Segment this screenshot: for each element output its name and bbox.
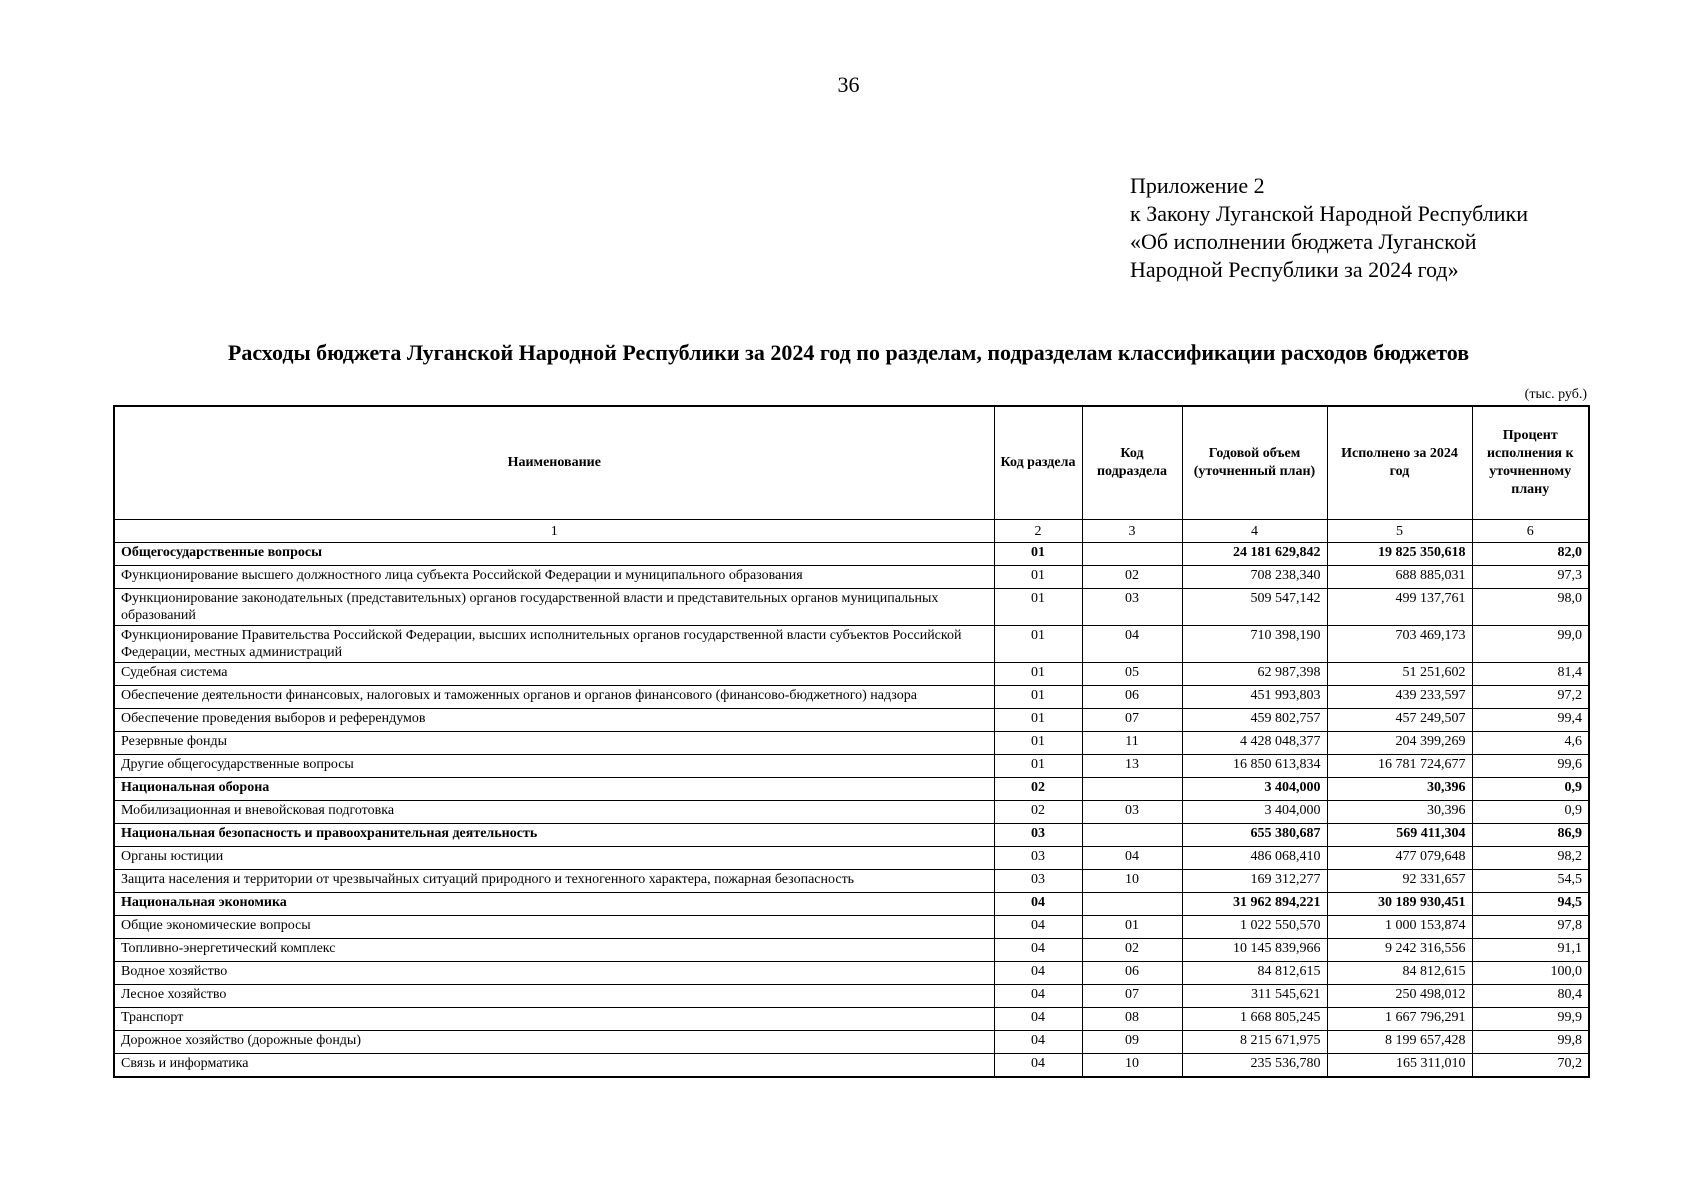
row-name: Функционирование высшего должностного лица субъекта Российской Федерации и муниципального образования [114,566,994,589]
column-number-row [114,520,1589,543]
column-number: 4 [1182,520,1327,543]
row-percent-value: 82,0 [1472,543,1589,566]
row-plan-value: 235 536,780 [1182,1054,1327,1078]
table-row [114,1031,1589,1054]
row-percent-value: 70,2 [1472,1054,1589,1078]
row-subsection-code: 11 [1082,732,1182,755]
row-plan-value: 169 312,277 [1182,870,1327,893]
row-section-code: 01 [994,566,1082,589]
row-plan-value: 62 987,398 [1182,663,1327,686]
header-percent: Процент исполнения к уточненному плану [1472,406,1589,520]
row-subsection-code: 09 [1082,1031,1182,1054]
row-executed-value: 16 781 724,677 [1327,755,1472,778]
row-plan-value: 16 850 613,834 [1182,755,1327,778]
row-section-code: 04 [994,1054,1082,1078]
row-plan-value: 655 380,687 [1182,824,1327,847]
row-percent-value: 86,9 [1472,824,1589,847]
appendix-line: «Об исполнении бюджета Луганской [1130,229,1477,254]
table-row [114,755,1589,778]
row-subsection-code [1082,778,1182,801]
row-section-code: 03 [994,847,1082,870]
document-title: Расходы бюджета Луганской Народной Республики за 2024 год по разделам, подразделам классификации расходов бюджетов [227,340,1470,365]
row-percent-value: 99,8 [1472,1031,1589,1054]
row-subsection-code: 10 [1082,870,1182,893]
row-plan-value: 31 962 894,221 [1182,893,1327,916]
row-percent-value: 100,0 [1472,962,1589,985]
budget-table-body [114,543,1589,1078]
appendix-line: Приложение 2 [1130,173,1265,198]
row-executed-value: 1 667 796,291 [1327,1008,1472,1031]
row-section-code: 04 [994,1008,1082,1031]
header-executed: Исполнено за 2024 год [1327,406,1472,520]
table-row [114,626,1589,663]
row-section-code: 04 [994,939,1082,962]
row-percent-value: 91,1 [1472,939,1589,962]
row-executed-value: 8 199 657,428 [1327,1031,1472,1054]
header-subsection-code: Код подраздела [1082,406,1182,520]
row-percent-value: 99,4 [1472,709,1589,732]
row-executed-value: 477 079,648 [1327,847,1472,870]
row-executed-value: 165 311,010 [1327,1054,1472,1078]
row-name: Судебная система [114,663,994,686]
column-number: 5 [1327,520,1472,543]
row-section-code: 03 [994,824,1082,847]
row-name: Водное хозяйство [114,962,994,985]
row-name: Общие экономические вопросы [114,916,994,939]
table-row [114,709,1589,732]
row-name: Функционирование Правительства Российской Федерации, высших исполнительных органов государственной власти субъектов Российской Федерации, местных администраций [114,626,994,663]
row-section-code: 04 [994,985,1082,1008]
row-plan-value: 1 022 550,570 [1182,916,1327,939]
row-plan-value: 710 398,190 [1182,626,1327,663]
row-section-code: 01 [994,589,1082,626]
column-number: 6 [1472,520,1589,543]
row-section-code: 01 [994,686,1082,709]
row-executed-value: 30,396 [1327,801,1472,824]
row-percent-value: 97,8 [1472,916,1589,939]
row-executed-value: 30,396 [1327,778,1472,801]
appendix-line: Народной Республики за 2024 год» [1130,257,1459,282]
table-row [114,962,1589,985]
row-name: Общегосударственные вопросы [114,543,994,566]
row-section-code: 04 [994,1031,1082,1054]
row-plan-value: 1 668 805,245 [1182,1008,1327,1031]
row-subsection-code: 04 [1082,847,1182,870]
row-plan-value: 311 545,621 [1182,985,1327,1008]
row-name: Защита населения и территории от чрезвычайных ситуаций природного и техногенного характера, пожарная безопасность [114,870,994,893]
row-plan-value: 24 181 629,842 [1182,543,1327,566]
table-row [114,1054,1589,1078]
table-row [114,566,1589,589]
row-plan-value: 4 428 048,377 [1182,732,1327,755]
page-number: 36 [837,72,860,97]
row-section-code: 02 [994,801,1082,824]
table-row [114,801,1589,824]
row-percent-value: 0,9 [1472,778,1589,801]
row-section-code: 03 [994,870,1082,893]
header-plan: Годовой объем (уточненный план) [1182,406,1327,520]
row-subsection-code: 04 [1082,626,1182,663]
row-subsection-code: 07 [1082,985,1182,1008]
row-executed-value: 688 885,031 [1327,566,1472,589]
row-percent-value: 81,4 [1472,663,1589,686]
row-percent-value: 99,9 [1472,1008,1589,1031]
row-executed-value: 30 189 930,451 [1327,893,1472,916]
budget-table [113,405,1590,1078]
row-subsection-code [1082,824,1182,847]
row-executed-value: 439 233,597 [1327,686,1472,709]
row-section-code: 01 [994,543,1082,566]
row-name: Топливно-энергетический комплекс [114,939,994,962]
row-executed-value: 703 469,173 [1327,626,1472,663]
row-subsection-code [1082,893,1182,916]
row-executed-value: 51 251,602 [1327,663,1472,686]
row-plan-value: 3 404,000 [1182,801,1327,824]
header-section-code: Код раздела [994,406,1082,520]
row-section-code: 01 [994,626,1082,663]
row-percent-value: 0,9 [1472,801,1589,824]
appendix-line: к Закону Луганской Народной Республики [1130,201,1528,226]
table-row [114,589,1589,626]
row-subsection-code: 02 [1082,566,1182,589]
table-row [114,686,1589,709]
table-header-row [114,406,1589,520]
table-row [114,939,1589,962]
row-plan-value: 459 802,757 [1182,709,1327,732]
table-row [114,985,1589,1008]
table-row [114,543,1589,566]
row-percent-value: 97,2 [1472,686,1589,709]
row-executed-value: 1 000 153,874 [1327,916,1472,939]
row-plan-value: 3 404,000 [1182,778,1327,801]
row-name: Транспорт [114,1008,994,1031]
table-row [114,663,1589,686]
column-number: 2 [994,520,1082,543]
units-label: (тыс. руб.) [1524,387,1587,402]
row-name: Резервные фонды [114,732,994,755]
row-subsection-code: 07 [1082,709,1182,732]
table-row [114,1008,1589,1031]
row-percent-value: 99,0 [1472,626,1589,663]
row-percent-value: 54,5 [1472,870,1589,893]
row-subsection-code: 05 [1082,663,1182,686]
row-name: Национальная оборона [114,778,994,801]
row-plan-value: 451 993,803 [1182,686,1327,709]
row-name: Обеспечение проведения выборов и референдумов [114,709,994,732]
row-percent-value: 4,6 [1472,732,1589,755]
table-row [114,916,1589,939]
row-executed-value: 9 242 316,556 [1327,939,1472,962]
row-section-code: 04 [994,916,1082,939]
row-name: Национальная экономика [114,893,994,916]
row-name: Органы юстиции [114,847,994,870]
row-executed-value: 92 331,657 [1327,870,1472,893]
row-subsection-code: 08 [1082,1008,1182,1031]
row-subsection-code [1082,543,1182,566]
row-section-code: 02 [994,778,1082,801]
table-row [114,893,1589,916]
row-subsection-code: 06 [1082,686,1182,709]
row-name: Функционирование законодательных (представительных) органов государственной власти и представительных органов муниципальных образований [114,589,994,626]
row-name: Национальная безопасность и правоохранительная деятельность [114,824,994,847]
row-percent-value: 97,3 [1472,566,1589,589]
row-name: Мобилизационная и вневойсковая подготовка [114,801,994,824]
column-number: 3 [1082,520,1182,543]
row-plan-value: 509 547,142 [1182,589,1327,626]
row-subsection-code: 03 [1082,801,1182,824]
row-percent-value: 80,4 [1472,985,1589,1008]
row-percent-value: 98,2 [1472,847,1589,870]
row-executed-value: 204 399,269 [1327,732,1472,755]
row-plan-value: 708 238,340 [1182,566,1327,589]
row-subsection-code: 06 [1082,962,1182,985]
row-plan-value: 10 145 839,966 [1182,939,1327,962]
row-section-code: 01 [994,732,1082,755]
header-name: Наименование [114,406,994,520]
table-row [114,732,1589,755]
row-subsection-code: 02 [1082,939,1182,962]
row-plan-value: 486 068,410 [1182,847,1327,870]
row-executed-value: 457 249,507 [1327,709,1472,732]
row-executed-value: 499 137,761 [1327,589,1472,626]
row-subsection-code: 13 [1082,755,1182,778]
row-executed-value: 84 812,615 [1327,962,1472,985]
row-subsection-code: 01 [1082,916,1182,939]
column-number: 1 [114,520,994,543]
table-row [114,824,1589,847]
row-executed-value: 569 411,304 [1327,824,1472,847]
row-percent-value: 98,0 [1472,589,1589,626]
row-name: Связь и информатика [114,1054,994,1078]
row-section-code: 01 [994,663,1082,686]
row-section-code: 04 [994,893,1082,916]
row-name: Другие общегосударственные вопросы [114,755,994,778]
row-subsection-code: 10 [1082,1054,1182,1078]
row-subsection-code: 03 [1082,589,1182,626]
row-percent-value: 94,5 [1472,893,1589,916]
table-row [114,778,1589,801]
row-percent-value: 99,6 [1472,755,1589,778]
row-section-code: 01 [994,755,1082,778]
row-executed-value: 250 498,012 [1327,985,1472,1008]
row-name: Обеспечение деятельности финансовых, налоговых и таможенных органов и органов финансового (финансово-бюджетного) надзора [114,686,994,709]
row-section-code: 01 [994,709,1082,732]
row-name: Лесное хозяйство [114,985,994,1008]
table-row [114,847,1589,870]
appendix-note [1130,172,1528,284]
table-row [114,870,1589,893]
row-plan-value: 84 812,615 [1182,962,1327,985]
row-plan-value: 8 215 671,975 [1182,1031,1327,1054]
row-executed-value: 19 825 350,618 [1327,543,1472,566]
row-name: Дорожное хозяйство (дорожные фонды) [114,1031,994,1054]
row-section-code: 04 [994,962,1082,985]
